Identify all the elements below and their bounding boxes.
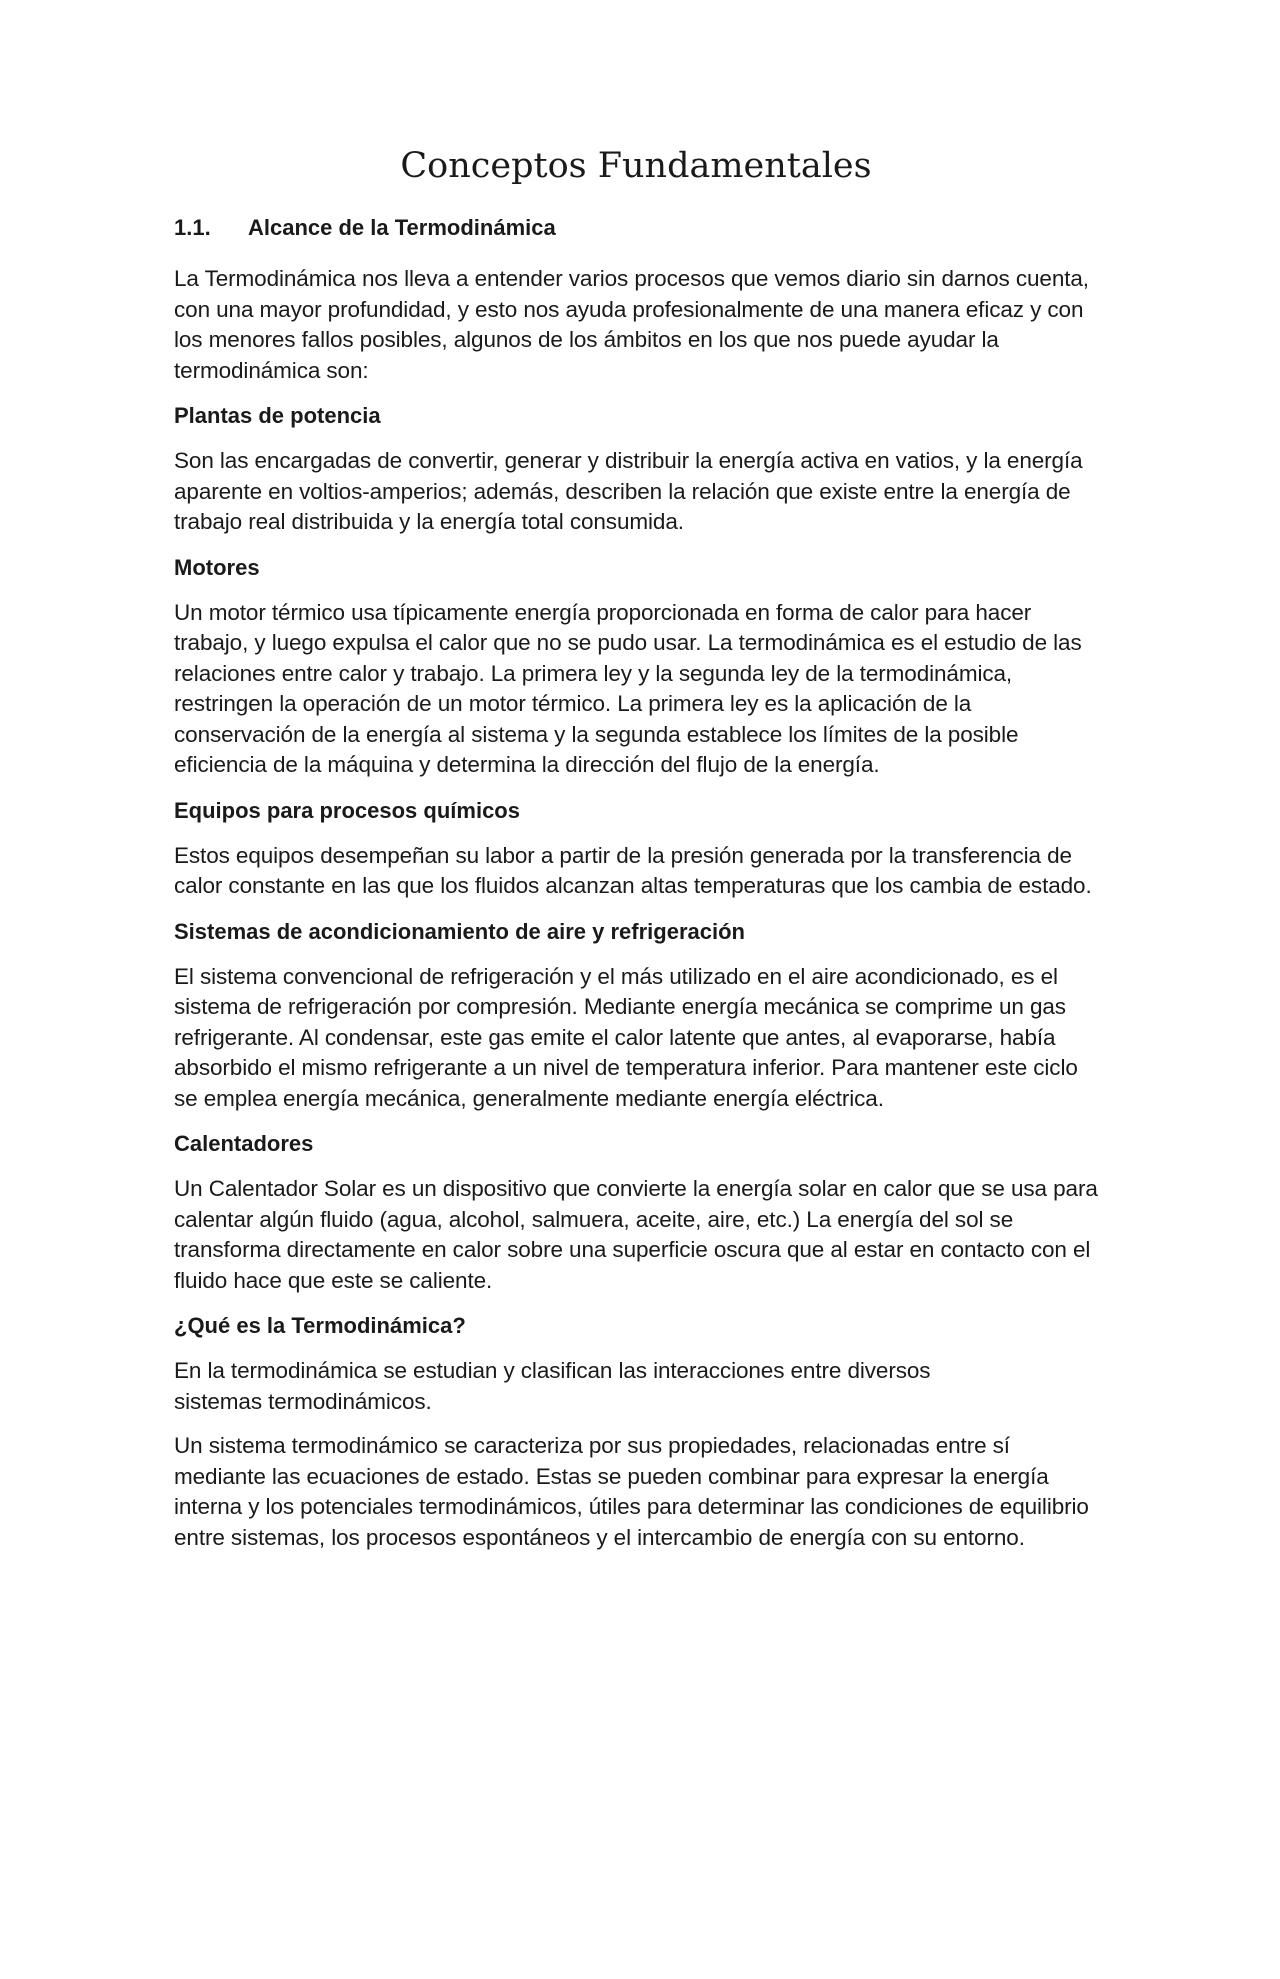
- paragraph-que-es-termodinamica-1: En la termodinámica se estudian y clasifican las interacciones entre diversos sistemas termodinámicos.: [174, 1358, 931, 1414]
- intro-paragraph: La Termodinámica nos lleva a entender varios procesos que vemos diario sin darnos cuenta, con una mayor profundidad, y esto nos ayuda profesionalmente de una manera eficaz y con los menores fallos posibles, algunos de los ámbitos en los que nos puede ayudar la termodinámica son:: [174, 266, 1089, 383]
- paragraph-que-es-termodinamica-2: Un sistema termodinámico se caracteriza por sus propiedades, relacionadas entre sí mediante las ecuaciones de estado. Estas se pueden combinar para expresar la energía interna y los potenciales termodinámicos, útiles para determinar las condiciones de equilibrio entre sistemas, los procesos espontáneos y el intercambio de energía con su entorno.: [174, 1433, 1089, 1550]
- paragraph-plantas-de-potencia: Son las encargadas de convertir, generar y distribuir la energía activa en vatios, y la energía aparente en voltios-amperios; además, describen la relación que existe entre la energía de trabajo real distribuida y la energía total consumida.: [174, 448, 1083, 534]
- paragraph-motores: Un motor térmico usa típicamente energía proporcionada en forma de calor para hacer trabajo, y luego expulsa el calor que no se pudo usar. La termodinámica es el estudio de las relaciones entre calor y trabajo. La primera ley y la segunda ley de la termodinámica, restringen la operación de un motor térmico. La primera ley es la aplicación de la conservación de la energía al sistema y la segunda establece los límites de la posible eficiencia de la máquina y determina la dirección del flujo de la energía.: [174, 599, 1082, 777]
- section-number: 1.1.: [174, 215, 211, 240]
- subheading-plantas-de-potencia: Plantas de potencia: [174, 403, 381, 428]
- paragraph-acondicionamiento-refrigeracion: El sistema convencional de refrigeración y el más utilizado en el aire acondicionado, es el sistema de refrigeración por compresión. Mediante energía mecánica se comprime un gas refrigerante. Al condensar, este gas emite el calor latente que antes, al evaporarse, había absorbido el mismo refrigerante a un nivel de temperatura inferior. Para mantener este ciclo se emplea energía mecánica, generalmente mediante energía eléctrica.: [174, 963, 1078, 1111]
- subheading-equipos-procesos-quimicos: Equipos para procesos químicos: [174, 797, 520, 823]
- paragraph-equipos-procesos-quimicos: Estos equipos desempeñan su labor a partir de la presión generada por la transferencia de calor constante en las que los fluidos alcanzan altas temperaturas que los cambia de estado.: [174, 842, 1092, 898]
- subheading-motores: Motores: [174, 554, 260, 580]
- section-heading: [174, 214, 1104, 242]
- section-title: Alcance de la Termodinámica: [248, 215, 556, 240]
- subheading-calentadores: Calentadores: [174, 1131, 314, 1156]
- subheading-que-es-termodinamica: ¿Qué es la Termodinámica?: [174, 1313, 466, 1338]
- subheading-acondicionamiento-refrigeracion: Sistemas de acondicionamiento de aire y refrigeración: [174, 918, 745, 944]
- paragraph-calentadores: Un Calentador Solar es un dispositivo que convierte la energía solar en calor que se usa para calentar algún fluido (agua, alcohol, salmuera, aceite, aire, etc.) La energía del sol se transforma directamente en calor sobre una superficie oscura que al estar en contacto con el fluido hace que este se caliente.: [174, 1176, 1098, 1293]
- page-title: Conceptos Fundamentales: [400, 146, 872, 186]
- document-body: [174, 138, 1104, 1567]
